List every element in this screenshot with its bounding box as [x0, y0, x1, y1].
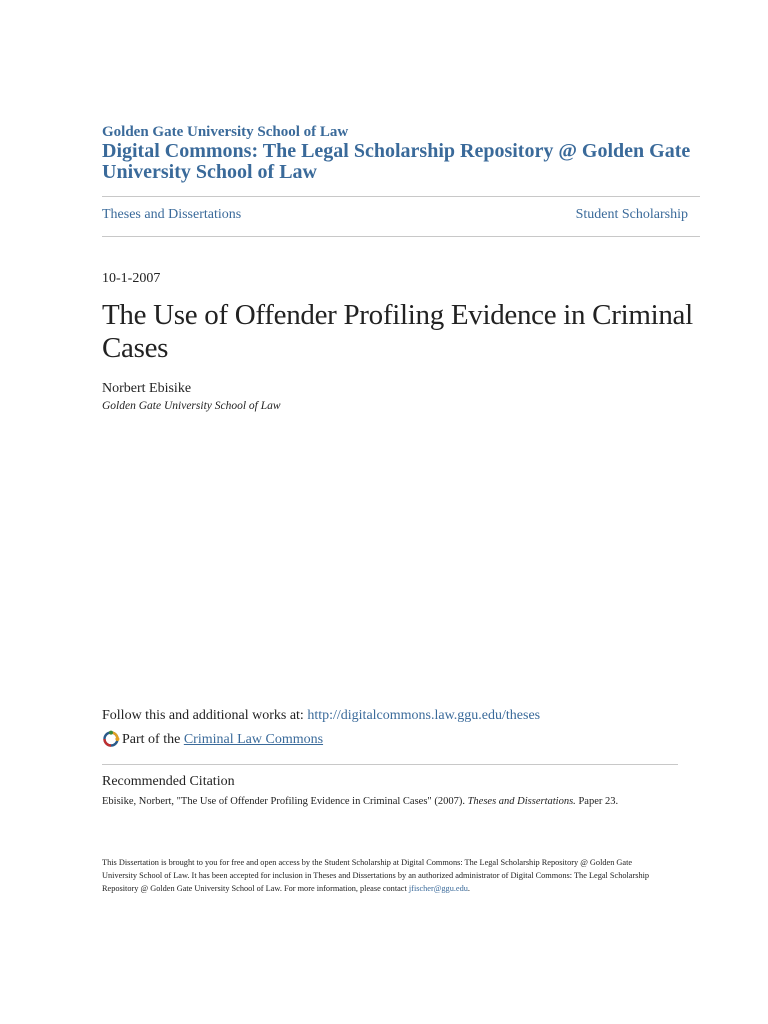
notice-end: . — [467, 884, 470, 893]
follow-url-link[interactable]: http://digitalcommons.law.ggu.edu/theses — [307, 708, 541, 723]
access-notice — [102, 856, 662, 895]
author-name: Norbert Ebisike — [102, 381, 192, 396]
part-of-prefix: Part of the — [122, 732, 181, 747]
student-scholarship-link[interactable]: Student Scholarship — [575, 207, 688, 222]
theses-dissertations-link[interactable]: Theses and Dissertations — [102, 207, 242, 222]
part-of-line — [102, 731, 323, 749]
follow-line — [102, 708, 540, 724]
institution-link[interactable]: Golden Gate University School of Law — [102, 124, 349, 140]
criminal-law-commons-link[interactable]: Criminal Law Commons — [183, 732, 324, 747]
follow-prefix: Follow this and additional works at: — [102, 708, 308, 723]
paper-title: The Use of Offender Profiling Evidence in Criminal Cases — [102, 299, 693, 364]
repository-link[interactable]: Digital Commons: The Legal Scholarship Repository @ Golden Gate University School of Law — [102, 140, 691, 183]
divider-top — [102, 196, 700, 197]
network-commons-icon — [102, 730, 120, 748]
citation-prefix: Ebisike, Norbert, "The Use of Offender Profiling Evidence in Criminal Cases" (2007). — [102, 796, 468, 807]
divider-citation — [102, 764, 678, 765]
citation-text — [102, 796, 702, 807]
recommended-citation-heading: Recommended Citation — [102, 774, 235, 789]
publication-date: 10-1-2007 — [102, 271, 161, 286]
citation-suffix: Paper 23. — [575, 796, 619, 807]
citation-series: Theses and Dissertations. — [467, 796, 576, 807]
divider-nav — [102, 236, 700, 237]
notice-text: This Dissertation is brought to you for free and open access by the Student Scholarship at Digital Commons: The Legal Scholarship Repository @ Golden Gate University School of Law. It has been accepted for inclusion in Theses and Dissertations by an authorized administrator of Digital Commons: The Legal Scholarship Repository @ Golden Gate University School of Law. For more information, please contact — [102, 858, 650, 893]
author-affiliation: Golden Gate University School of Law — [102, 400, 281, 412]
contact-email-link[interactable]: jfischer@ggu.edu — [408, 884, 468, 893]
